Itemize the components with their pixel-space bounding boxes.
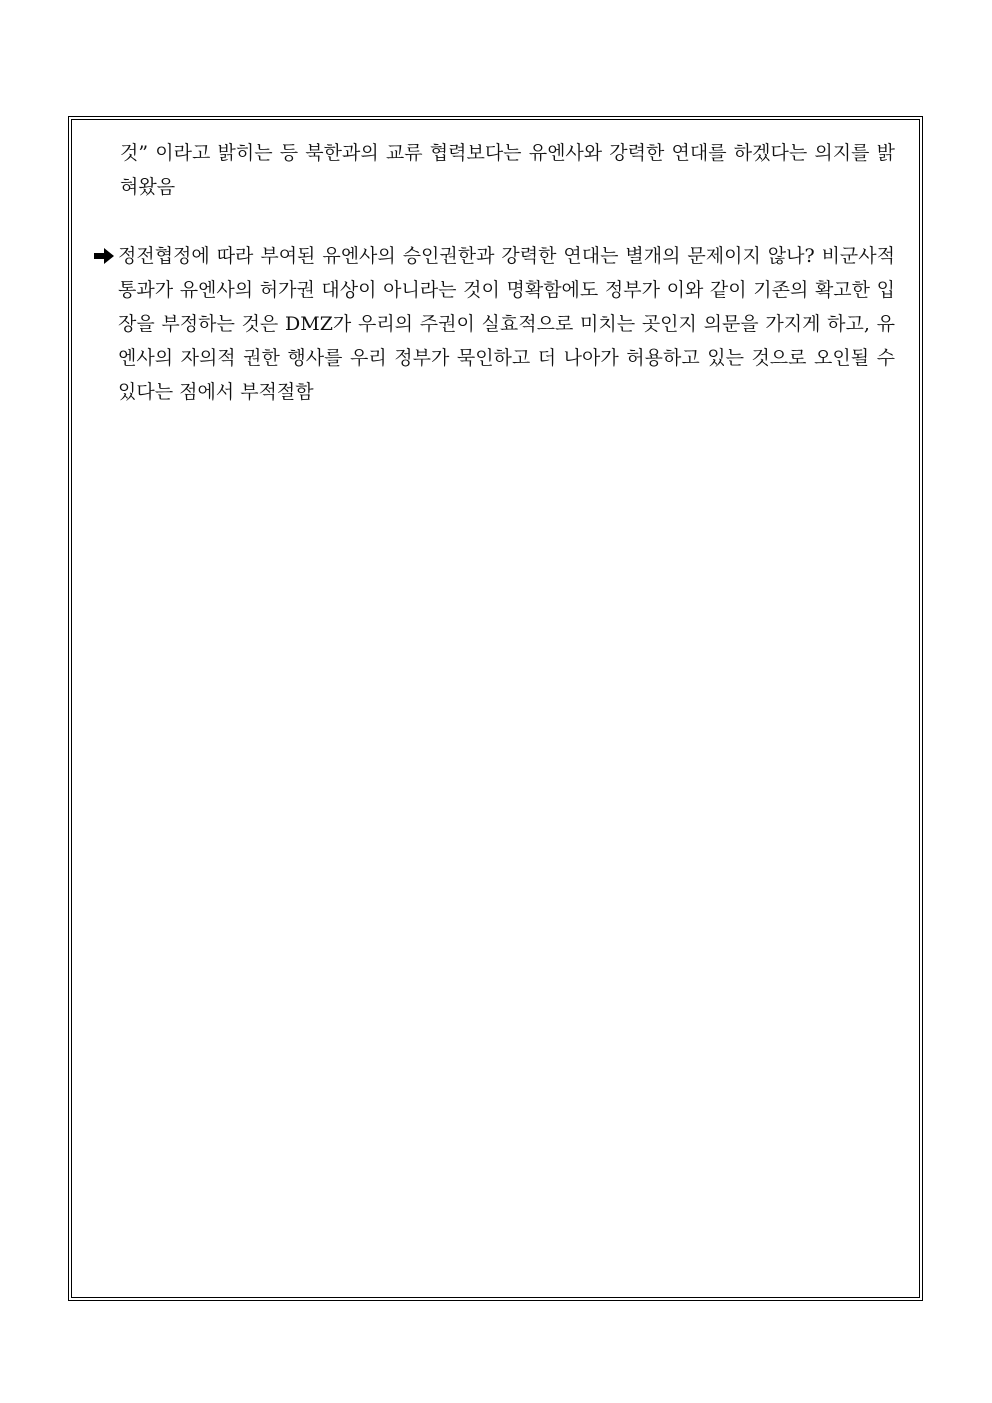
main-point-text: 정전협정에 따라 부여된 유엔사의 승인권한과 강력한 연대는 별개의 문제이지 않나? 비군사적 통과가 유엔사의 허가권 대상이 아니라는 것이 명확함에도 정부가 이와 같이 기존의 확고한 입장을 부정하는 것은 DMZ가 우리의 주권이 실효적으로 미치는 곳인지 의문을 가지게 하고, 유엔사의 자의적 권한 행사를 우리 정부가 묵인하고 더 나아가 허용하고 있는 것으로 오인될 수 있다는 점에서 부적절함 xyxy=(118,245,895,403)
continued-paragraph: 것” 이라고 밝히는 등 북한과의 교류 협력보다는 유엔사와 강력한 연대를 하겠다는 의지를 밝혀왔음 xyxy=(120,142,895,198)
right-arrow-icon xyxy=(94,248,114,264)
